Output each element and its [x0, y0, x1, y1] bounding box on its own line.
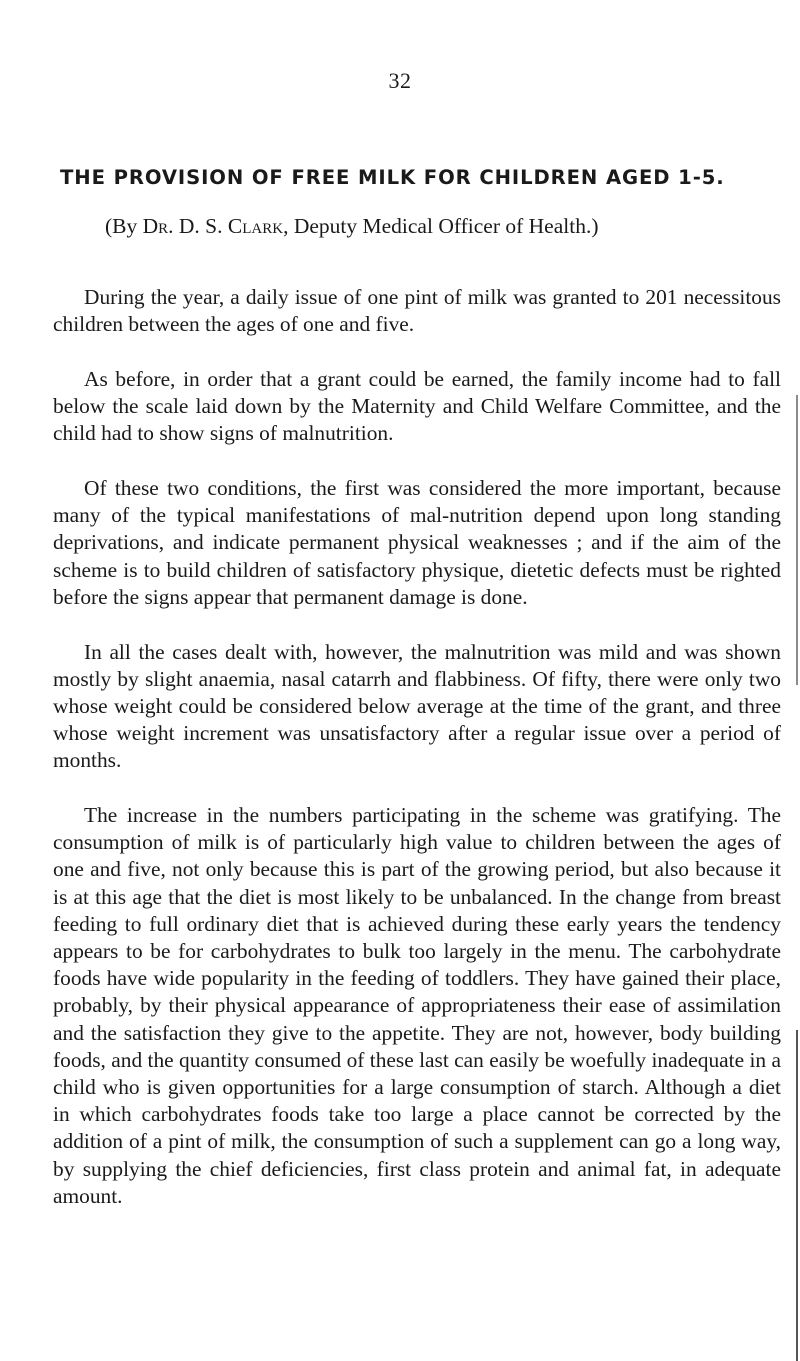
page-number: 32: [388, 68, 412, 93]
paragraph-4: In all the cases dealt with, however, the malnutrition was mild and was shown mostly by slight anaemia, nasal catarrh and flabbiness. Of fifty, there were only two whose weight could be considered below average at the time of the grant, and three whose weight increment was unsatisfactory after a regular issue over a period of months.: [53, 639, 781, 773]
paragraph-3: Of these two conditions, the first was considered the more important, because many of the typical manifestations of mal-nutrition depend upon long standing deprivations, and indicate permanent physical weaknesses ; and if the aim of the scheme is to build children of satisfactory physique, dietetic defects must be righted before the signs appear that permanent damage is done.: [53, 476, 781, 609]
byline-open: (By: [105, 214, 138, 238]
article-title: THE PROVISION OF FREE MILK FOR CHILDREN AGED 1-5.: [60, 166, 725, 189]
byline: [105, 214, 765, 239]
paragraph-2: As before, in order that a grant could be earned, the family income had to fall below the scale laid down by the Maternity and Child Welfare Committee, and the child had to show signs of malnutrition.: [53, 366, 781, 446]
byline-author: Dr. D. S. Clark,: [142, 214, 289, 238]
paragraph-5: The increase in the numbers participating in the scheme was gratifying. The consumption of milk is of particularly high value to children between the ages of one and five, not only because this is part of the growing period, but also because it is at this age that the diet is most likely to be unbalanced. In the change from breast feeding to full ordinary diet that is achieved during these early years the tendency appears to be for carbohydrates to bulk too largely in the menu. The carbohydrate foods have wide popularity in the feeding of toddlers. They have gained their place, probably, by their physical appearance of appropriateness their ease of assimilation and the satisfaction they give to the appetite. They are not, however, body building foods, and the quantity consumed of these last can easily be woefully inadequate in a child who is given opportunities for a large consumption of starch. Although a diet in which carbohydrates foods take too large a place cannot be corrected by the addition of a pint of milk, the consumption of such a supplement can go a long way, by supplying the chief deficiencies, first class protein and animal fat, in adequate amount.: [53, 803, 781, 1208]
paragraph-1: During the year, a daily issue of one pint of milk was granted to 201 necessitous children between the ages of one and five.: [53, 285, 781, 337]
page-edge-shadow: [796, 1030, 798, 1361]
page-edge-shadow: [796, 395, 798, 685]
article-body: [53, 284, 781, 1210]
byline-position: Deputy Medical Officer of Health.): [293, 214, 599, 238]
